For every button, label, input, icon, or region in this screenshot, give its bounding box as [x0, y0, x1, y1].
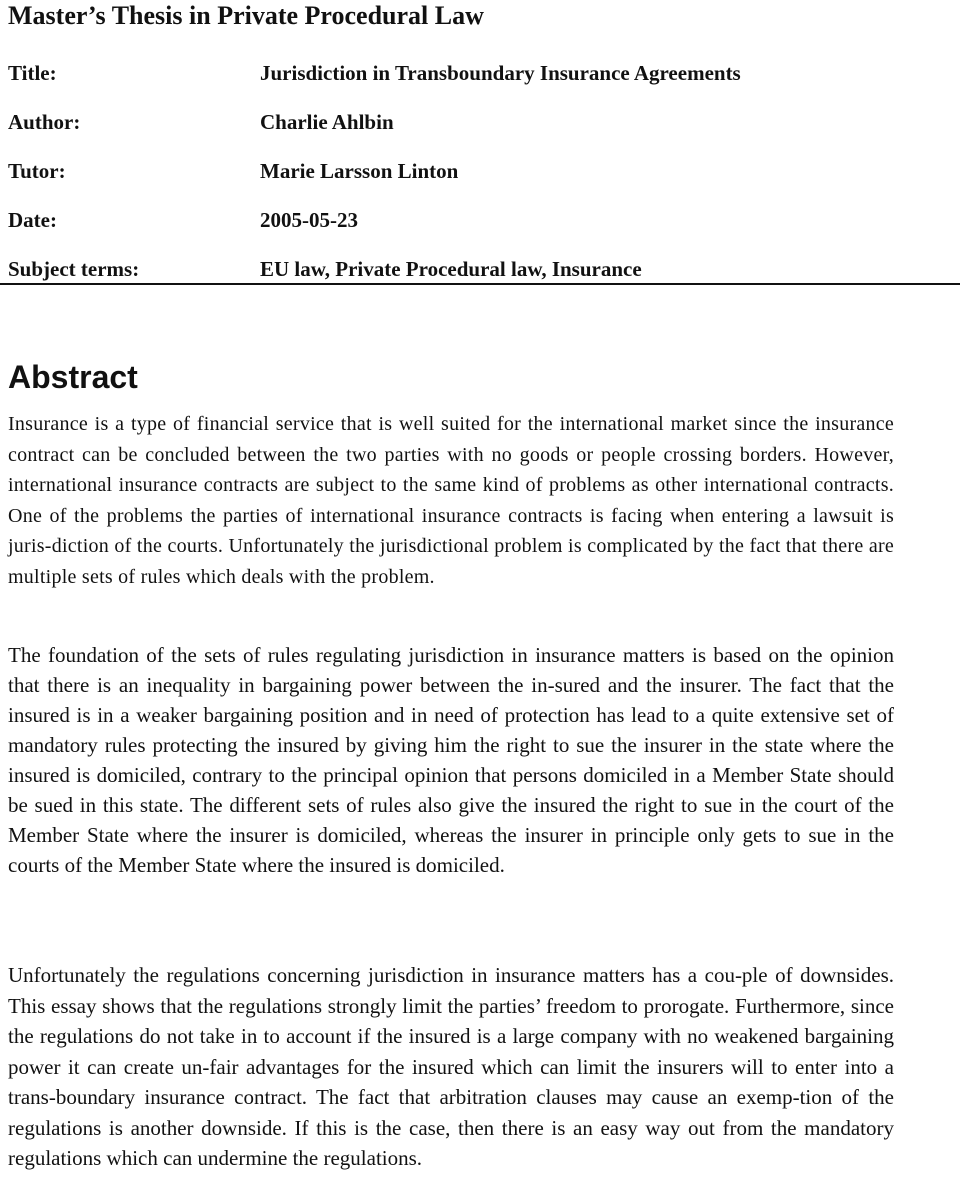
thesis-metadata [8, 56, 960, 301]
meta-row-subject-terms [8, 252, 960, 301]
meta-value-title: Jurisdiction in Transboundary Insurance Agreements [260, 61, 741, 85]
meta-label-tutor: Tutor: [8, 159, 66, 183]
meta-label-author: Author: [8, 110, 81, 134]
abstract-paragraph-1: Insurance is a type of financial service that is well suited for the international market since the insurance contract can be concluded between the two parties with no goods or people crossing borders. However, international insurance contracts are subject to the same kind of problems as other international contracts. One of the problems the parties of international insurance contracts is facing when entering a lawsuit is juris-diction of the courts. Unfortunately the jurisdictional problem is complicated by the fact that there are multiple sets of rules which deals with the problem. [8, 413, 894, 588]
page-title: Master’s Thesis in Private Procedural Law [8, 1, 484, 30]
meta-value-author: Charlie Ahlbin [260, 110, 394, 134]
abstract-heading: Abstract [8, 359, 138, 395]
meta-row-tutor [8, 154, 960, 203]
meta-value-subject-terms: EU law, Private Procedural law, Insurance [260, 257, 642, 281]
section-divider [0, 283, 960, 285]
abstract-paragraph-2: The foundation of the sets of rules regulating jurisdiction in insurance matters is based on the opinion that there is an inequality in bargaining power between the in-sured and the insurer. The fact that the insured is in a weaker bargaining position and in need of protection has lead to a quite extensive set of mandatory rules protecting the insured by giving him the right to sue the insurer in the state where the insured is domiciled, contrary to the principal opinion that persons domiciled in a Member State should be sued in this state. The different sets of rules also give the insured the right to sue in the court of the Member State where the insurer is domiciled, whereas the insurer in principle only gets to sue in the courts of the Member State where the insured is domiciled. [8, 643, 894, 877]
meta-row-author [8, 105, 960, 154]
meta-label-title: Title: [8, 61, 57, 85]
abstract-paragraph-3: Unfortunately the regulations concerning jurisdiction in insurance matters has a cou-ple of downsides. This essay shows that the regulations strongly limit the parties’ freedom to prorogate. Furthermore, since the regulations do not take in to account if the insured is a large company with no weakened bargaining power it can create un-fair advantages for the insured which can limit the insurers will to enter into a trans-boundary insurance contract. The fact that arbitration clauses may cause an exemp-tion of the regulations is another downside. If this is the case, then there is an easy way out from the mandatory regulations which can undermine the regulations. [8, 963, 894, 1170]
meta-label-date: Date: [8, 208, 57, 232]
meta-row-date [8, 203, 960, 252]
meta-value-date: 2005-05-23 [260, 208, 358, 232]
meta-label-subject-terms: Subject terms: [8, 257, 140, 281]
meta-value-tutor: Marie Larsson Linton [260, 159, 459, 183]
meta-row-title [8, 56, 960, 105]
